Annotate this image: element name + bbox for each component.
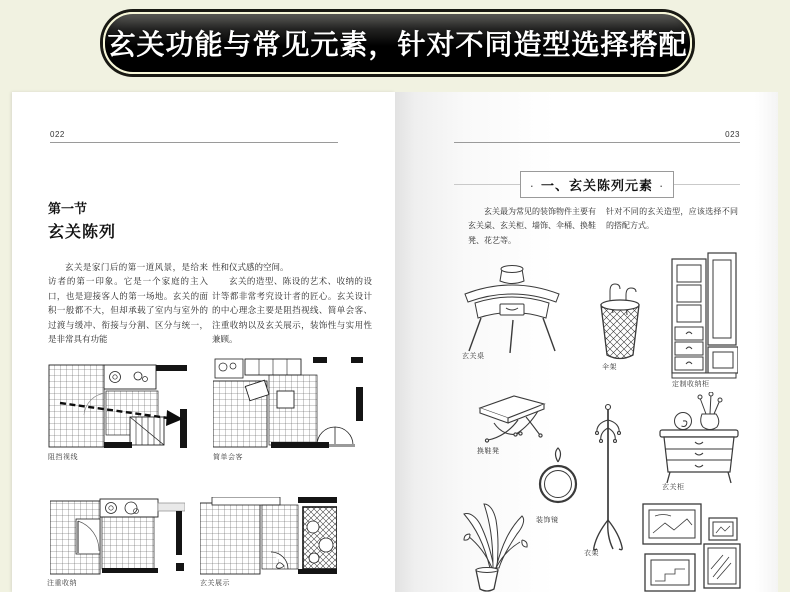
left-page-column-1 bbox=[48, 260, 208, 347]
coat-rack-illustration bbox=[586, 402, 630, 552]
picture-frames-drawing bbox=[641, 501, 741, 592]
item-caption: 伞架 bbox=[602, 364, 617, 371]
section-label: 第一节 bbox=[48, 201, 88, 216]
entry-table-drawing bbox=[462, 261, 562, 353]
floorplan-simple-reception bbox=[213, 357, 363, 448]
item-caption: 玄关柜 bbox=[662, 484, 685, 491]
floorplan-caption: 注重收纳 bbox=[47, 580, 77, 587]
shoe-stool-illustration bbox=[472, 392, 548, 446]
entry-cabinet-drawing bbox=[656, 392, 742, 486]
item-caption: 玄关桌 bbox=[462, 353, 485, 360]
right-header-rule bbox=[454, 142, 740, 143]
item-caption: 衣架 bbox=[584, 550, 599, 557]
storage-cabinet-illustration bbox=[670, 251, 738, 379]
floorplan-caption: 简单会客 bbox=[213, 454, 243, 461]
paragraph: 玄关的造型、陈设的艺术、收纳的设计等都非常考究设计者的匠心。玄关设计的中心理念主要是阻挡视线、简单会客、注重收纳以及玄关展示，装饰性与实用性兼顾。 bbox=[212, 276, 372, 345]
floorplan-caption: 阻挡视线 bbox=[48, 454, 78, 461]
right-page-column-2 bbox=[606, 205, 738, 234]
section-header-label: · 一、玄关陈列元素 · bbox=[520, 171, 675, 198]
entry-table-illustration bbox=[462, 261, 562, 353]
floorplan-drawing bbox=[213, 357, 363, 448]
left-page-number: 022 bbox=[50, 130, 65, 139]
title-banner bbox=[103, 12, 692, 74]
paragraph: 性和仪式感的空间。 bbox=[212, 262, 289, 272]
banner-title: 玄关功能与常见元素，针对不同造型选择搭配 bbox=[107, 29, 688, 60]
umbrella-stand-drawing bbox=[596, 279, 644, 363]
floorplan-drawing bbox=[50, 497, 185, 575]
mirror-drawing bbox=[537, 446, 579, 508]
paragraph: 针对不同的玄关造型，应该选择不同的搭配方式。 bbox=[606, 207, 738, 231]
left-page-column-2 bbox=[212, 260, 372, 347]
shoe-stool-drawing bbox=[472, 392, 548, 446]
right-page-column-1 bbox=[468, 205, 596, 248]
item-caption: 装饰镜 bbox=[536, 517, 559, 524]
paragraph: 玄关最为常见的装饰物件主要有玄关桌、玄关柜、墙饰、伞桶、换鞋凳、花艺等。 bbox=[468, 207, 596, 245]
entry-cabinet-illustration bbox=[656, 392, 742, 486]
potted-plant-illustration bbox=[456, 490, 534, 592]
floorplan-drawing bbox=[200, 497, 337, 575]
floorplan-caption: 玄关展示 bbox=[200, 580, 230, 587]
coat-rack-drawing bbox=[586, 402, 630, 552]
floorplan-drawing bbox=[48, 357, 187, 448]
section-title: 玄关陈列 bbox=[48, 224, 117, 241]
mirror-illustration bbox=[537, 446, 579, 508]
paragraph: 玄关是家门后的第一道风景，是给来访者的第一印象。它是一个家庭的主入口，也是迎接客人的第一场地。玄关的面积一般都不大，但却承载了室内与室外的过渡与缓冲、衔接与分割、区分与统一，是非常具有功能 bbox=[48, 262, 208, 345]
floorplan-storage-focus bbox=[50, 497, 185, 575]
item-caption: 定制收纳柜 bbox=[672, 381, 710, 388]
item-caption: 换鞋凳 bbox=[477, 448, 500, 455]
potted-plant-drawing bbox=[456, 490, 534, 592]
floorplan-block-sightline bbox=[48, 357, 187, 448]
storage-cabinet-drawing bbox=[670, 251, 738, 379]
section-header bbox=[454, 171, 740, 198]
umbrella-stand-illustration bbox=[596, 279, 644, 363]
picture-frames-illustration bbox=[641, 501, 741, 592]
right-page-number: 023 bbox=[725, 130, 740, 139]
left-header-rule bbox=[50, 142, 338, 143]
floorplan-entry-display bbox=[200, 497, 337, 575]
